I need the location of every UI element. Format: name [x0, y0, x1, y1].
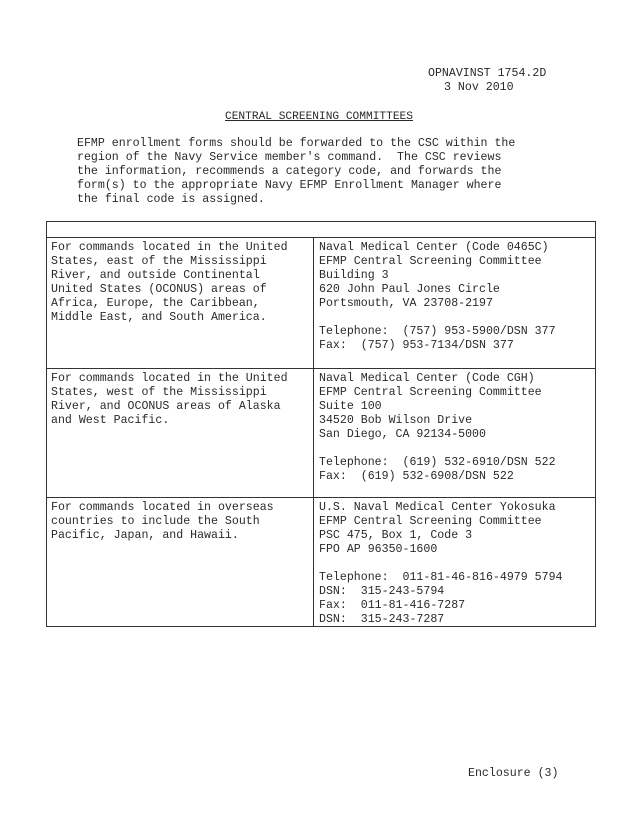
address-line: U.S. Naval Medical Center Yokosuka [319, 501, 556, 514]
csc-table [46, 221, 596, 627]
address-line: Suite 100 [319, 400, 382, 413]
intro-paragraph [77, 137, 567, 207]
document-header [428, 67, 546, 95]
contact-line: Telephone: (619) 532-6910/DSN 522 [319, 456, 556, 469]
address-line: PSC 475, Box 1, Code 3 [319, 529, 473, 542]
address-line: EFMP Central Screening Committee [319, 386, 542, 399]
address-cell [314, 498, 595, 626]
intro-line: the final code is assigned. [77, 193, 265, 206]
region-line: For commands located in overseas [51, 501, 274, 514]
address-line: Building 3 [319, 269, 389, 282]
table-row [47, 498, 595, 626]
address-cell [314, 369, 595, 497]
region-line: States, west of the Mississippi [51, 386, 267, 399]
contact-line: DSN: 315-243-5794 [319, 585, 445, 598]
address-line: Portsmouth, VA 23708-2197 [319, 297, 493, 310]
address-line: FPO AP 96350-1600 [319, 543, 438, 556]
spacer [319, 557, 591, 571]
address-line: EFMP Central Screening Committee [319, 515, 542, 528]
contact-line: Fax: 011-81-416-7287 [319, 599, 466, 612]
table-row [47, 238, 595, 369]
intro-line: region of the Navy Service member's command. The CSC reviews [77, 151, 502, 164]
address-line: 620 John Paul Jones Circle [319, 283, 500, 296]
region-line: and West Pacific. [51, 414, 170, 427]
page-title: CENTRAL SCREENING COMMITTEES [225, 111, 413, 123]
table-header-row [47, 222, 595, 238]
address-cell [314, 238, 595, 368]
contact-line: Telephone: (757) 953-5900/DSN 377 [319, 325, 556, 338]
address-line: San Diego, CA 92134-5000 [319, 428, 486, 441]
intro-line: form(s) to the appropriate Navy EFMP Enrollment Manager where [77, 179, 502, 192]
document-date: 3 Nov 2010 [444, 81, 514, 94]
contact-line: Telephone: 011-81-46-816-4979 5794 [319, 571, 563, 584]
address-line: Naval Medical Center (Code 0465C) [319, 241, 549, 254]
contact-line: DSN: 315-243-7287 [319, 613, 445, 626]
region-cell [47, 238, 314, 368]
region-cell [47, 498, 314, 626]
table-row [47, 369, 595, 498]
region-line: For commands located in the United [51, 241, 288, 254]
region-line: States, east of the Mississippi [51, 255, 267, 268]
address-line: 34520 Bob Wilson Drive [319, 414, 473, 427]
region-line: Middle East, and South America. [51, 311, 267, 324]
enclosure-label: Enclosure (3) [468, 767, 559, 780]
region-line: River, and outside Continental [51, 269, 260, 282]
spacer [319, 311, 591, 325]
spacer [319, 442, 591, 456]
region-line: countries to include the South [51, 515, 260, 528]
contact-line: Fax: (757) 953-7134/DSN 377 [319, 339, 514, 352]
instruction-number: OPNAVINST 1754.2D [428, 67, 547, 80]
intro-line: EFMP enrollment forms should be forwarded to the CSC within the [77, 137, 516, 150]
region-line: Africa, Europe, the Caribbean, [51, 297, 260, 310]
address-line: Naval Medical Center (Code CGH) [319, 372, 535, 385]
region-line: Pacific, Japan, and Hawaii. [51, 529, 239, 542]
address-line: EFMP Central Screening Committee [319, 255, 542, 268]
intro-line: the information, recommends a category code, and forwards the [77, 165, 502, 178]
region-cell [47, 369, 314, 497]
region-line: United States (OCONUS) areas of [51, 283, 267, 296]
contact-line: Fax: (619) 532-6908/DSN 522 [319, 470, 514, 483]
region-line: For commands located in the United [51, 372, 288, 385]
region-line: River, and OCONUS areas of Alaska [51, 400, 281, 413]
